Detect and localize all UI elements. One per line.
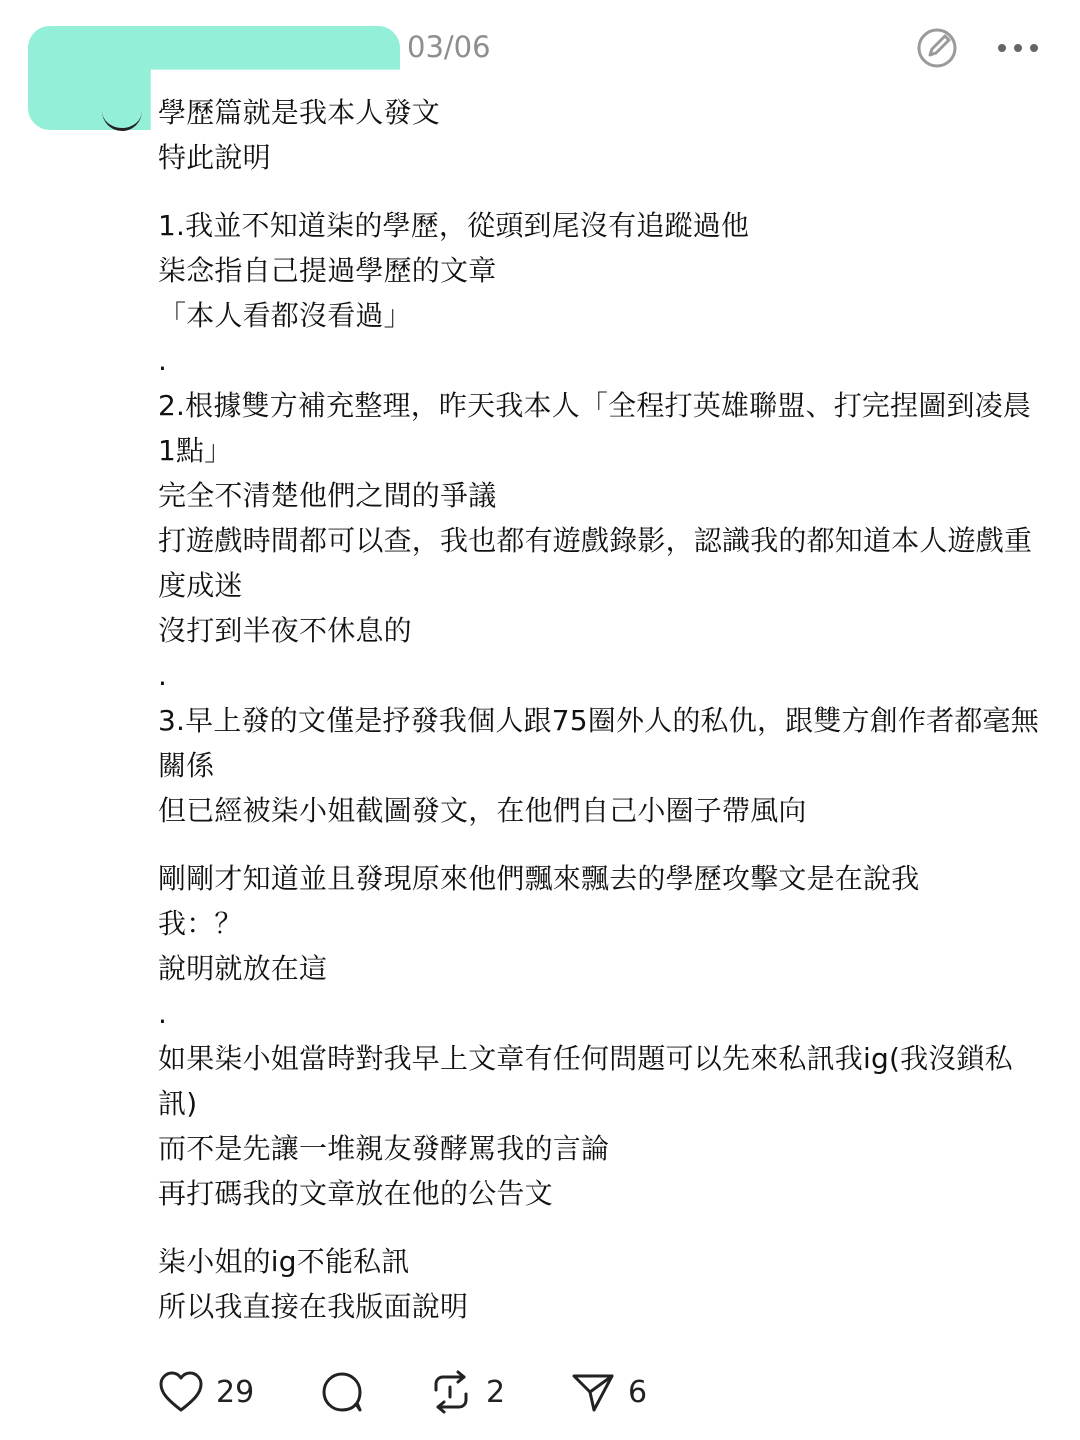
post-line: 柒念指自己提過學歷的文章: [158, 254, 497, 287]
repost-button[interactable]: [428, 1366, 505, 1418]
post-line: 所以我直接在我版面說明: [158, 1290, 469, 1323]
post-line: 2.根據雙方補充整理，昨天我本人「全程打英雄聯盟、打完捏圖到凌晨1點」: [158, 389, 1032, 467]
post-line: 說明就放在這: [158, 952, 328, 985]
post-line: .: [158, 997, 168, 1030]
edit-icon[interactable]: [915, 26, 959, 70]
post-timestamp: 03/06: [407, 30, 491, 64]
share-count: 6: [628, 1374, 648, 1410]
post-line: 如果柒小姐當時對我早上文章有任何問題可以先來私訊我ig(我沒鎖私訊): [158, 1042, 1013, 1120]
post-line: 完全不清楚他們之間的爭議: [158, 479, 497, 512]
send-icon: [570, 1370, 616, 1414]
post-line: 柒小姐的ig不能私訊: [158, 1245, 410, 1278]
post-body: [158, 90, 1048, 1329]
comment-icon: [320, 1370, 364, 1414]
post-line: 學歷篇就是我本人發文: [158, 96, 441, 129]
post-line: 我：？: [158, 907, 243, 940]
post-line: .: [158, 344, 168, 377]
post-line: 3.早上發的文僅是抒發我個人跟75圈外人的私仇，跟雙方創作者都毫無關係: [158, 704, 1039, 782]
post-line: 特此說明: [158, 141, 271, 174]
heart-icon: [158, 1370, 204, 1414]
like-button[interactable]: [158, 1366, 254, 1418]
post-line: 1.我並不知道柒的學歷，從頭到尾沒有追蹤過他: [158, 209, 750, 242]
like-count: 29: [216, 1374, 255, 1410]
post-line: 剛剛才知道並且發現原來他們飄來飄去的學歷攻擊文是在說我: [158, 862, 920, 895]
post-line: 「本人看都沒看過」: [158, 299, 412, 332]
post-line: 打遊戲時間都可以查，我也都有遊戲錄影，認識我的都知道本人遊戲重度成迷: [158, 524, 1033, 602]
share-button[interactable]: [570, 1366, 647, 1418]
action-bar: [158, 1366, 1058, 1418]
more-icon[interactable]: [994, 26, 1042, 70]
repost-count: 2: [486, 1374, 506, 1410]
post-line: 再打碼我的文章放在他的公告文: [158, 1177, 553, 1210]
post-line: .: [158, 659, 168, 692]
reply-button[interactable]: [320, 1366, 364, 1418]
repost-icon: [428, 1370, 474, 1414]
post-line: 沒打到半夜不休息的: [158, 614, 412, 647]
post-line: 但已經被柒小姐截圖發文，在他們自己小圈子帶風向: [158, 794, 807, 827]
post-line: 而不是先讓一堆親友發酵罵我的言論: [158, 1132, 610, 1165]
